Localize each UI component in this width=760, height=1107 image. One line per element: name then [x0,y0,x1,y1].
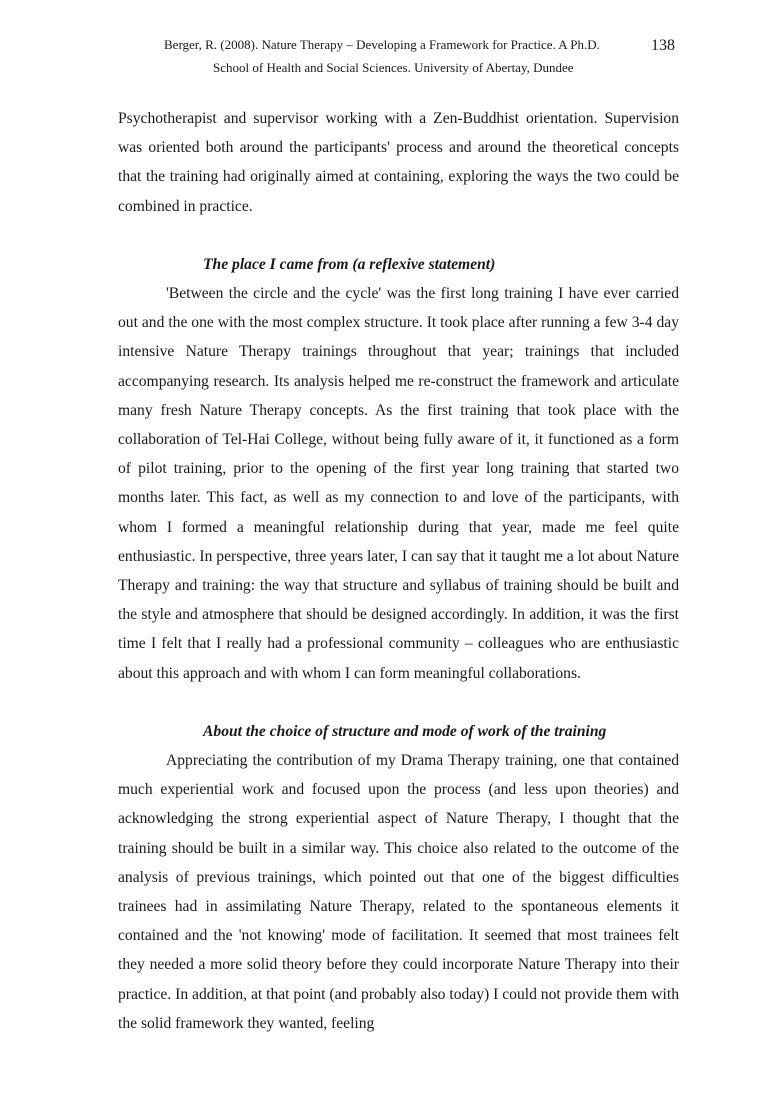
spacer [118,688,679,717]
section-paragraph-structure-choice: Appreciating the contribution of my Drama Therapy training, one that contained much experiential work and focused upon the process (and less upon theories) and acknowledging the strong experiential aspect of Nature Therapy, I thought that the training should be built in a similar way. This choice also related to the outcome of the analysis of previous trainings, which pointed out that one of the biggest difficulties trainees had in assimilating Nature Therapy, related to the spontaneous elements it contained and the 'not knowing' mode of facilitation. It seemed that most trainees felt they needed a more solid theory before they could incorporate Nature Therapy into their practice. In addition, at that point (and probably also today) I could not provide them with the solid framework they wanted, feeling [118,752,679,1032]
section-heading-reflexive-statement: The place I came from (a reflexive statement) [203,255,496,273]
section-paragraph-reflexive-statement: 'Between the circle and the cycle' was the first long training I have ever carried out and the one with the most complex structure. It took place after running a few 3-4 day intensive Nature Therapy trainings throughout that year; trainings that included accompanying research. Its analysis helped me re-construct the framework and articulate many fresh Nature Therapy concepts. As the first training that took place with the collaboration of Tel-Hai College, without being fully aware of it, it functioned as a form of pilot training, prior to the opening of the first year long training that started two months later. This fact, as well as my connection to and love of the participants, with whom I formed a meaningful relationship during that year, made me feel quite enthusiastic. In perspective, three years later, I can say that it taught me a lot about Nature Therapy and training: the way that structure and syllabus of training should be built and the style and atmosphere that should be designed accordingly. In addition, it was the first time I felt that I really had a professional community – colleagues who are enthusiastic about this approach and with whom I can form meaningful collaborations. [118,285,679,682]
page-number: 138 [651,37,675,54]
intro-paragraph: Psychotherapist and supervisor working with a Zen-Buddhist orientation. Supervision was oriented both around the participants' process and around the theoretical concepts that the training had originally aimed at containing, exploring the ways the two could be combined in practice. [118,110,679,215]
spacer [118,221,679,250]
section-heading-structure-choice: About the choice of structure and mode of work of the training [203,722,607,740]
header-institution: School of Health and Social Sciences. University of Abertay, Dundee [213,60,574,75]
body-text [118,104,679,1038]
header-citation: Berger, R. (2008). Nature Therapy – Developing a Framework for Practice. A Ph.D. [164,37,600,52]
